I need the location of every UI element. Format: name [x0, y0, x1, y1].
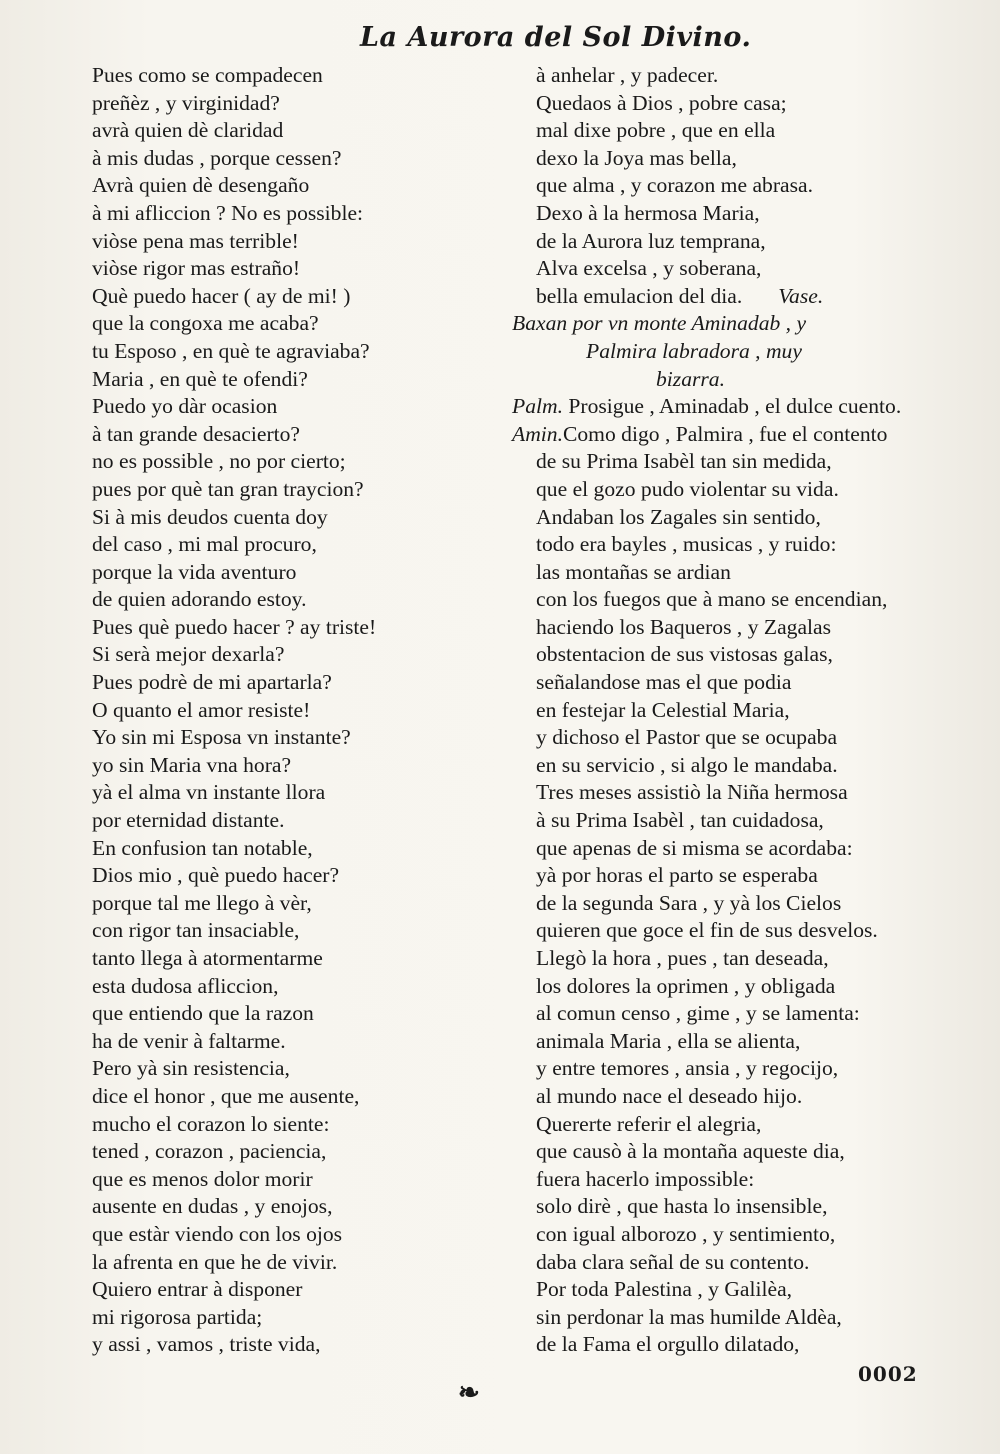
verse-line: Quererte referir el alegria, [536, 1111, 762, 1136]
verse-line: que causò à la montaña aqueste dia, [536, 1139, 845, 1164]
verse-line: que es menos dolor morir [92, 1166, 313, 1191]
verse-line: de la segunda Sara , y yà los Cielos [536, 890, 842, 915]
verse-line: dice el honor , que me ausente, [92, 1083, 360, 1108]
verse-line: Por toda Palestina , y Galilèa, [536, 1277, 793, 1302]
verse-line: tu Esposo , en què te agraviaba? [92, 338, 370, 363]
verse-line: y assi , vamos , triste vida, [92, 1332, 321, 1357]
verse-line: tened , corazon , paciencia, [92, 1139, 327, 1164]
verse-line: todo era bayles , musicas , y ruido: [536, 532, 837, 557]
verse-line: Pues què puedo hacer ? ay triste! [92, 614, 377, 639]
left-column [72, 62, 482, 1359]
verse-line: Puedo yo dàr ocasion [92, 394, 278, 419]
verse-line: tanto llega à atormentarme [92, 946, 323, 970]
verse-line: Quiero entrar à disponer [92, 1277, 303, 1302]
verse-line: en su servicio , si algo le mandaba. [536, 752, 838, 777]
verse-line: pues por què tan gran traycion? [92, 476, 364, 501]
verse-line: mal dixe pobre , que en ella [536, 118, 776, 143]
verse-line: de la Fama el orgullo dilatado, [536, 1332, 800, 1357]
verse-line: por eternidad distante. [92, 808, 285, 833]
verse-line: al comun censo , gime , y se lamenta: [536, 1001, 860, 1026]
verse-line: del caso , mi mal procuro, [92, 532, 317, 557]
verse-line: Què puedo hacer ( ay de mi! ) [92, 283, 351, 308]
verse-line: Dios mio , què puedo hacer? [92, 863, 340, 888]
verse-line: daba clara señal de su contento. [536, 1249, 810, 1274]
verse-line: O quanto el amor resiste! [92, 697, 311, 722]
verse-line: que apenas de si misma se acordaba: [536, 835, 853, 860]
verse-line: que el gozo pudo violentar su vida. [536, 476, 839, 501]
verse-line: esta dudosa afliccion, [92, 973, 279, 998]
verse-line: los dolores la oprimen , y obligada [536, 973, 836, 998]
verse-line: la afrenta en que he de vivir. [92, 1249, 338, 1274]
verse-line: yo sin Maria vna hora? [92, 752, 292, 777]
speech-line [508, 393, 983, 421]
verse-line: viòse pena mas terrible! [92, 228, 299, 253]
verse-line: de su Prima Isabèl tan sin medida, [536, 449, 832, 474]
verse-line: y entre temores , ansia , y regocijo, [536, 1056, 839, 1081]
verse-line: Pues como se compadecen [92, 63, 323, 87]
verse-line: sin perdonar la mas humilde Aldèa, [536, 1304, 842, 1329]
verse-line: à su Prima Isabèl , tan cuidadosa, [536, 808, 824, 833]
verse-line: haciendo los Baqueros , y Zagalas [536, 614, 832, 639]
verse-line: dexo la Joya mas bella, [536, 145, 737, 170]
verse-line: fuera hacerlo impossible: [536, 1166, 755, 1191]
signature-mark: 0002 [858, 1362, 918, 1386]
speaker-name: Amin. [512, 421, 563, 446]
verse-line: porque la vida aventuro [92, 559, 297, 584]
verse-line: à mi afliccion ? No es possible: [92, 200, 364, 225]
verse-line: Pero yà sin resistencia, [92, 1056, 290, 1081]
verse-line: obstentacion de sus vistosas galas, [536, 642, 833, 667]
verse-line: porque tal me llego à vèr, [92, 890, 312, 915]
verse-line: no es possible , no por cierto; [92, 449, 346, 474]
verse-line: que entiendo que la razon [92, 1001, 314, 1026]
verse-line: en festejar la Celestial Maria, [536, 697, 790, 722]
verse-line: Pues podrè de mi apartarla? [92, 670, 332, 695]
verse-line: las montañas se ardian [536, 559, 731, 584]
verse-line: y dichoso el Pastor que se ocupaba [536, 725, 838, 750]
verse-line: Yo sin mi Esposa vn instante? [92, 725, 351, 750]
verse-line: Maria , en què te ofendi? [92, 366, 308, 391]
verse-line: Avrà quien dè desengaño [92, 173, 310, 198]
verse-line: preñèz , y virginidad? [92, 90, 280, 115]
verse-line: viòse rigor mas estraño! [92, 256, 301, 281]
verse-line: Quedaos à Dios , pobre casa; [536, 90, 787, 115]
verse-line: de quien adorando estoy. [92, 587, 307, 612]
verse-line: al mundo nace el deseado hijo. [536, 1083, 803, 1108]
verse-line: Dexo à la hermosa Maria, [536, 200, 760, 225]
verse-line: que la congoxa me acaba? [92, 311, 319, 336]
exit-direction: Vase. [778, 283, 824, 308]
verse-line: Andaban los Zagales sin sentido, [536, 504, 821, 529]
verse-line-with-exit [508, 283, 983, 311]
verse-line: animala Maria , ella se alienta, [536, 1028, 801, 1053]
speech-line [508, 421, 983, 449]
verse-line: que alma , y corazon me abrasa. [536, 173, 813, 198]
speech-text: Prosigue , Aminadab , el dulce cuento. [568, 394, 902, 419]
verse-line: à tan grande desacierto? [92, 421, 301, 446]
stage-direction: bizarra. [656, 366, 725, 391]
verse-text: bella emulacion del dia. [536, 283, 743, 308]
verse-line: mi rigorosa partida; [92, 1304, 263, 1329]
speech-text: Como digo , Palmira , fue el contento [562, 421, 888, 446]
verse-line: Llegò la hora , pues , tan deseada, [536, 946, 829, 970]
verse-line: con los fuegos que à mano se encendian, [536, 587, 888, 612]
stage-direction: Palmira labradora , muy [586, 338, 802, 363]
verse-line: que estàr viendo con los ojos [92, 1221, 343, 1246]
verse-line: yà el alma vn instante llora [92, 780, 326, 805]
right-column [508, 62, 983, 1359]
verse-line: à mis dudas , porque cessen? [92, 145, 342, 170]
verse-line: avrà quien dè claridad [92, 118, 284, 143]
ornament-icon: ❧ [458, 1378, 480, 1408]
verse-line: solo dirè , que hasta lo insensible, [536, 1194, 828, 1219]
verse-line: ha de venir à faltarme. [92, 1028, 286, 1053]
verse-line: à anhelar , y padecer. [536, 63, 719, 87]
verse-line: Si à mis deudos cuenta doy [92, 504, 328, 529]
stage-direction: Baxan por vn monte Aminadab , y [512, 311, 807, 336]
verse-line: Alva excelsa , y soberana, [536, 256, 762, 281]
verse-line: con rigor tan insaciable, [92, 918, 300, 943]
verse-line: yà por horas el parto se esperaba [536, 863, 818, 888]
verse-line: de la Aurora luz temprana, [536, 228, 766, 253]
verse-line: Si serà mejor dexarla? [92, 642, 285, 667]
verse-line: señalandose mas el que podia [536, 670, 792, 695]
verse-line: mucho el corazon lo siente: [92, 1111, 330, 1136]
running-title: La Aurora del Sol Divino. [360, 22, 752, 53]
verse-line: En confusion tan notable, [92, 835, 313, 860]
speaker-name: Palm. [512, 394, 563, 419]
verse-line: Tres meses assistiò la Niña hermosa [536, 780, 848, 805]
verse-line: ausente en dudas , y enojos, [92, 1194, 333, 1219]
verse-line: con igual alborozo , y sentimiento, [536, 1221, 836, 1246]
verse-line: quieren que goce el fin de sus desvelos. [536, 918, 878, 943]
